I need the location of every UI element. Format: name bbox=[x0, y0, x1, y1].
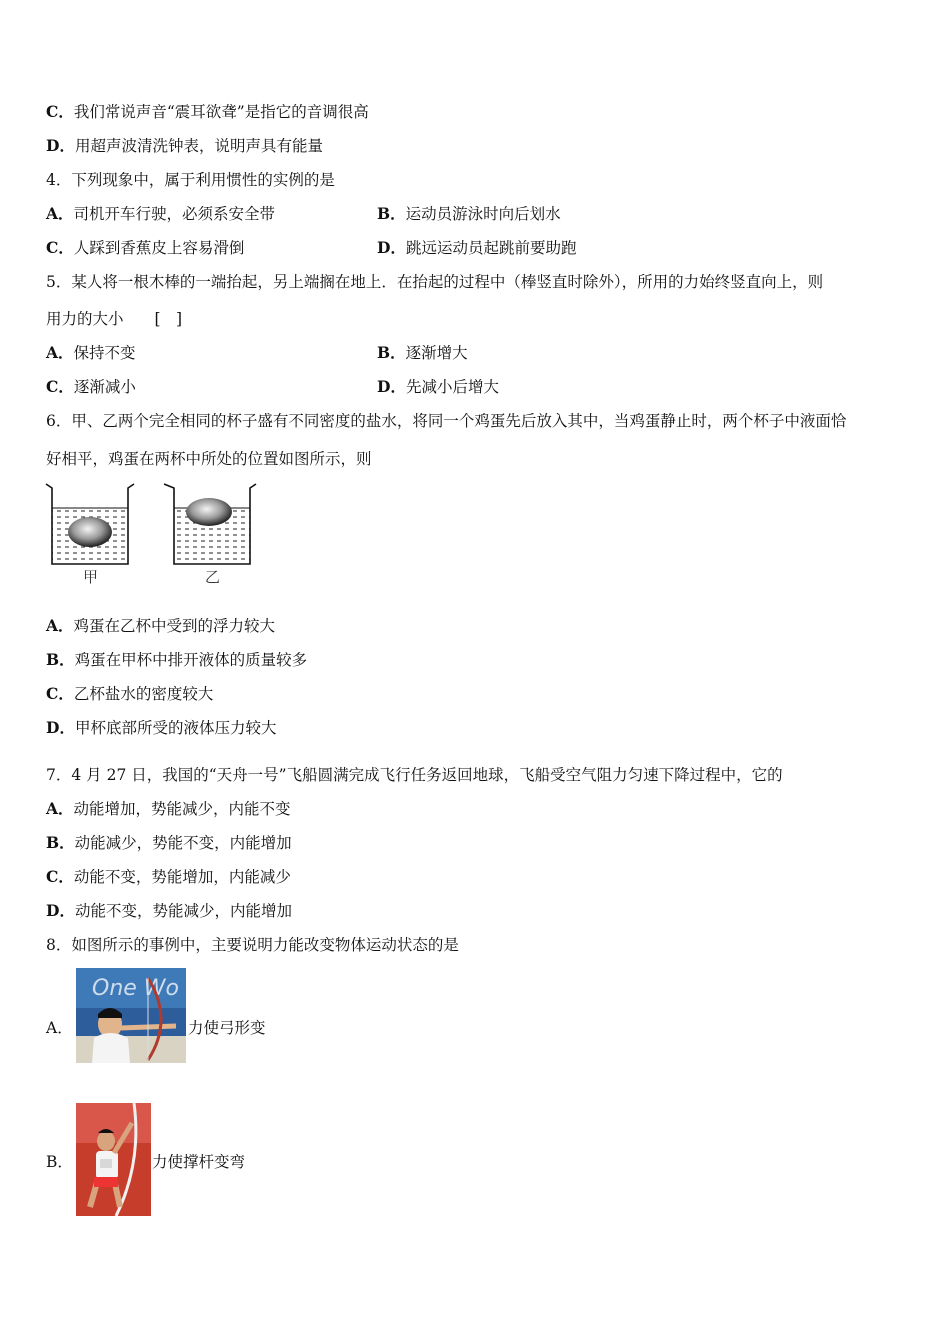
option-label: B． bbox=[377, 204, 406, 223]
option-label: C． bbox=[46, 684, 74, 703]
q3-option-d bbox=[46, 136, 323, 156]
q3-option-c bbox=[46, 102, 369, 122]
option-text: 人踩到香蕉皮上容易滑倒 bbox=[73, 239, 245, 257]
q7-stem: 7．4 月 27 日，我国的“天舟一号”飞船圆满完成飞行任务返回地球，飞船受空气阻力匀速下降过程中，它的 bbox=[46, 766, 783, 784]
archer-image bbox=[76, 968, 186, 1063]
option-label: A． bbox=[46, 204, 74, 223]
option-label: D． bbox=[377, 377, 406, 396]
q7-option-c bbox=[46, 867, 291, 887]
q5-option-d bbox=[377, 377, 499, 397]
option-text: 保持不变 bbox=[73, 344, 136, 362]
option-text: 动能不变，势能减少，内能增加 bbox=[74, 902, 292, 920]
caption-jia: 甲 bbox=[83, 568, 99, 586]
q4-option-a bbox=[46, 204, 275, 224]
option-text: 先减小后增大 bbox=[405, 378, 499, 396]
beaker-yi bbox=[164, 484, 256, 564]
option-text: 逐渐增大 bbox=[405, 344, 468, 362]
q5-option-a bbox=[46, 343, 136, 363]
q7-option-a bbox=[46, 799, 291, 819]
q6-option-a bbox=[46, 616, 275, 636]
pole-vault-photo bbox=[76, 1103, 151, 1216]
option-label: A． bbox=[46, 616, 74, 635]
q6-stem-line2: 好相平，鸡蛋在两杯中所处的位置如图所示，则 bbox=[46, 450, 372, 468]
beaker-jia bbox=[46, 484, 134, 564]
option-label: A． bbox=[46, 1019, 73, 1037]
q4-option-b bbox=[377, 204, 561, 224]
q7-option-d bbox=[46, 901, 292, 921]
archer-photo bbox=[76, 968, 186, 1063]
q6-option-d bbox=[46, 718, 276, 738]
option-text: 用超声波清洗钟表，说明声具有能量 bbox=[74, 137, 323, 155]
caption-yi: 乙 bbox=[205, 568, 221, 586]
option-label: C． bbox=[46, 867, 74, 886]
q7-option-b bbox=[46, 833, 292, 853]
option-label: C． bbox=[46, 238, 74, 257]
option-text: 我们常说声音“震耳欲聋”是指它的音调很高 bbox=[73, 103, 369, 121]
q8-option-a-label bbox=[46, 1018, 73, 1038]
pole-vault-image bbox=[76, 1103, 151, 1216]
option-label: A． bbox=[46, 343, 74, 362]
q5-option-c bbox=[46, 377, 136, 397]
option-label: D． bbox=[377, 238, 406, 257]
option-text: 司机开车行驶，必须系安全带 bbox=[73, 205, 276, 223]
q8-stem: 8．如图所示的事例中，主要说明力能改变物体运动状态的是 bbox=[46, 936, 459, 954]
option-label: D． bbox=[46, 901, 75, 920]
q4-option-d bbox=[377, 238, 576, 258]
photo-backdrop-text: One Wo bbox=[92, 976, 180, 1001]
q4-stem: 4．下列现象中，属于利用惯性的实例的是 bbox=[46, 171, 335, 189]
q6-stem-line1: 6．甲、乙两个完全相同的杯子盛有不同密度的盐水，将同一个鸡蛋先后放入其中，当鸡蛋静止时，两个杯子中液面恰 bbox=[46, 412, 847, 430]
beakers-diagram bbox=[40, 478, 270, 590]
option-text: 跳远运动员起跳前要助跑 bbox=[405, 239, 577, 257]
option-label: C． bbox=[46, 102, 74, 121]
option-label: D． bbox=[46, 136, 75, 155]
option-label: A． bbox=[46, 799, 74, 818]
option-label: B． bbox=[46, 1153, 73, 1171]
q8-option-b-label bbox=[46, 1152, 73, 1172]
option-label: C． bbox=[46, 377, 74, 396]
q5-stem-line2: 用力的大小 [ ] bbox=[46, 310, 183, 328]
option-label: B． bbox=[377, 343, 406, 362]
option-text: 动能减少，势能不变，内能增加 bbox=[74, 834, 292, 852]
q8-option-a-text: 力使弓形变 bbox=[188, 1019, 266, 1037]
beakers-figure bbox=[40, 478, 270, 590]
q8-option-b-text: 力使撑杆变弯 bbox=[152, 1153, 246, 1171]
option-text: 鸡蛋在甲杯中排开液体的质量较多 bbox=[74, 651, 308, 669]
q5-stem-line1: 5．某人将一根木棒的一端抬起，另上端搁在地上．在抬起的过程中（棒竖直时除外），所用的力始终竖直向上，则 bbox=[46, 273, 824, 291]
q6-option-c bbox=[46, 684, 213, 704]
option-text: 鸡蛋在乙杯中受到的浮力较大 bbox=[73, 617, 276, 635]
option-text: 动能增加，势能减少，内能不变 bbox=[73, 800, 291, 818]
option-label: B． bbox=[46, 833, 75, 852]
egg-yi bbox=[186, 498, 232, 526]
q4-option-c bbox=[46, 238, 244, 258]
option-text: 运动员游泳时向后划水 bbox=[405, 205, 561, 223]
option-text: 甲杯底部所受的液体压力较大 bbox=[74, 719, 277, 737]
option-label: B． bbox=[46, 650, 75, 669]
q6-option-b bbox=[46, 650, 307, 670]
option-label: D． bbox=[46, 718, 75, 737]
option-text: 逐渐减小 bbox=[73, 378, 136, 396]
egg-jia bbox=[68, 517, 112, 547]
q5-option-b bbox=[377, 343, 468, 363]
option-text: 动能不变，势能增加，内能减少 bbox=[73, 868, 291, 886]
option-text: 乙杯盐水的密度较大 bbox=[73, 685, 214, 703]
